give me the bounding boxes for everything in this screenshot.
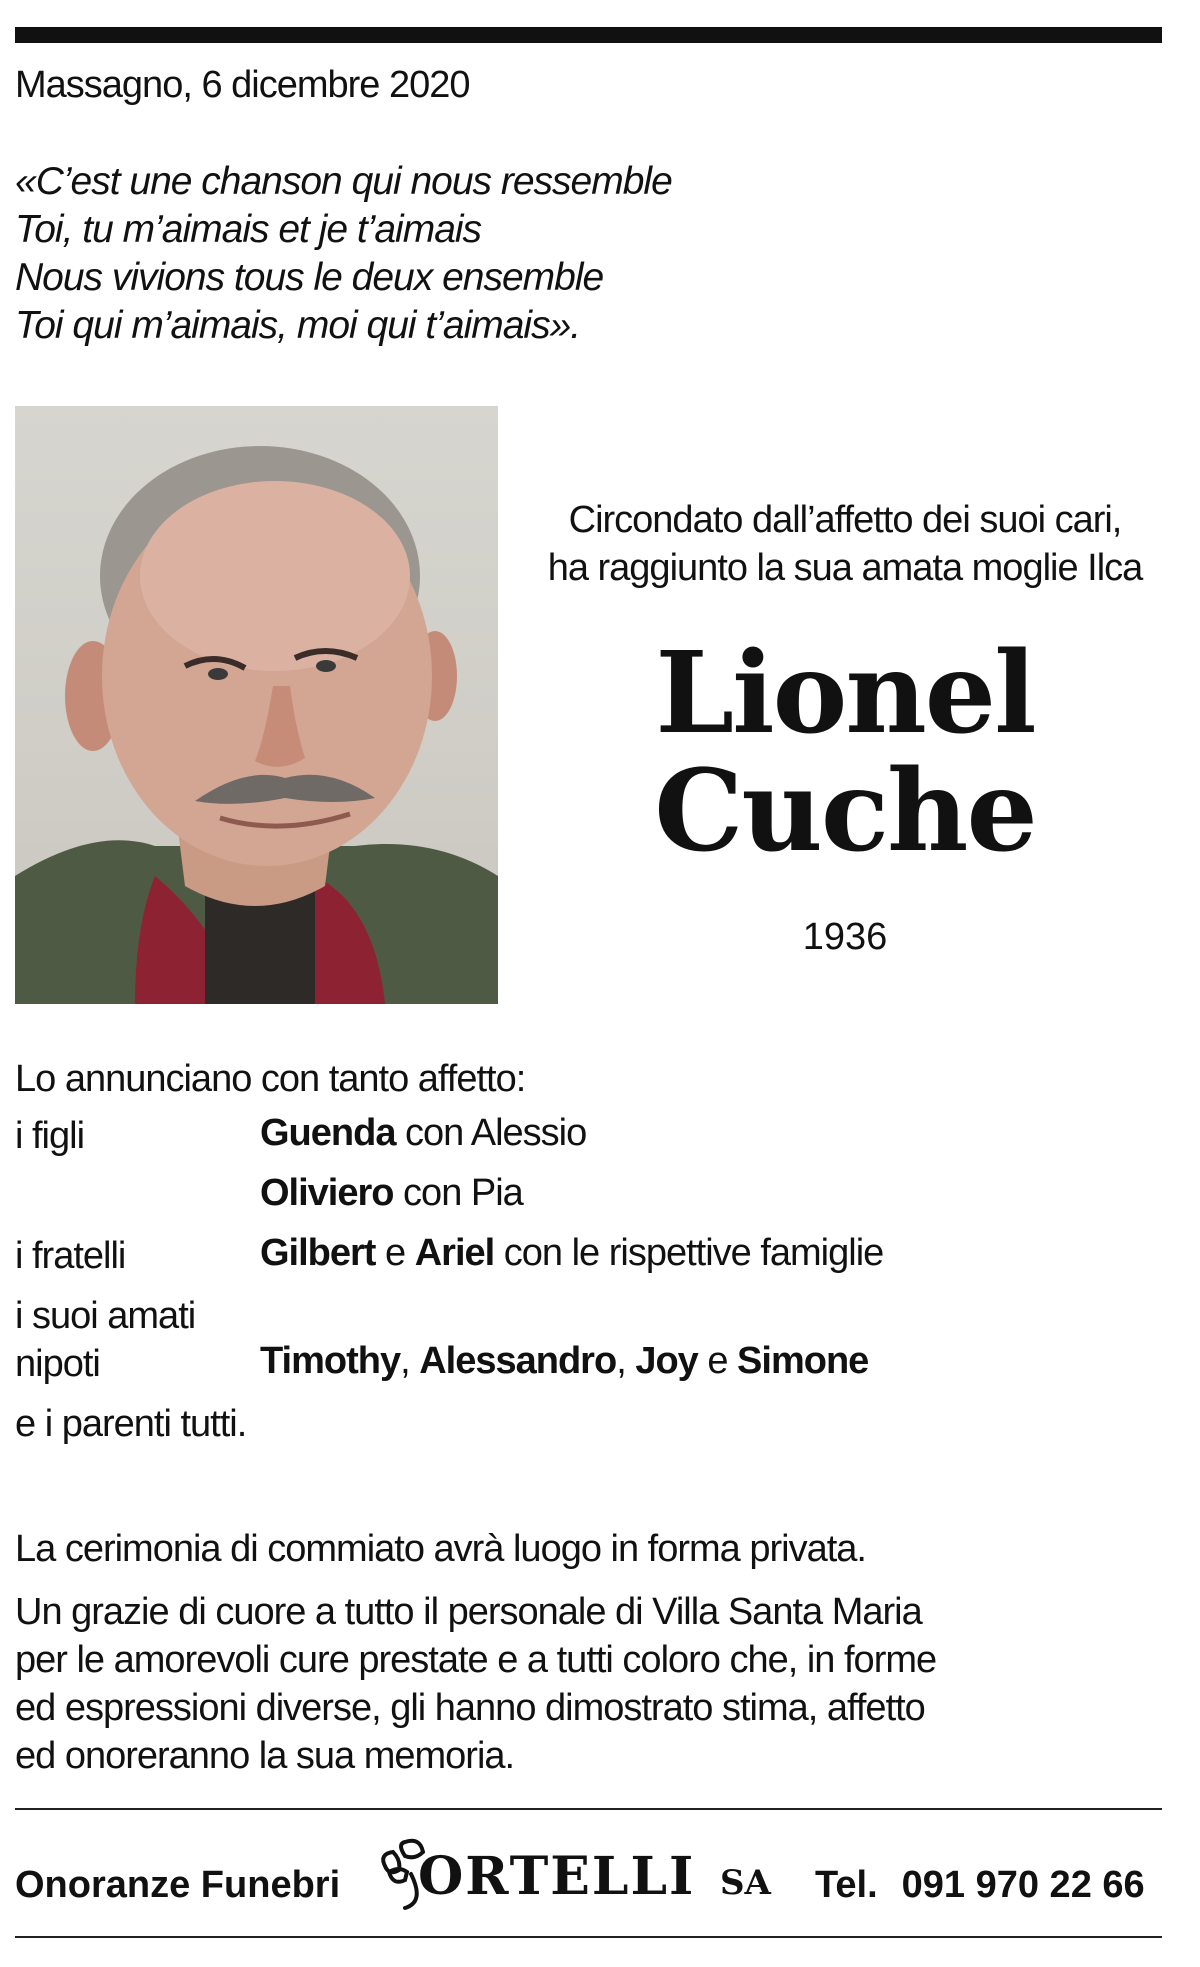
poem-quote <box>15 158 672 350</box>
intro-text <box>520 496 1170 592</box>
thanks-line: per le amorevoli cure prestate e a tutti coloro che, in forme <box>15 1639 937 1681</box>
phone-number: 091 970 22 66 <box>901 1864 1145 1906</box>
family-entry <box>260 1340 868 1383</box>
family-detail: con le rispettive famiglie <box>494 1232 884 1274</box>
relation-label-fratelli: i fratelli <box>15 1235 126 1277</box>
announce-heading: Lo annunciano con tanto affetto: <box>15 1058 526 1100</box>
phone-label: Tel. <box>815 1864 878 1906</box>
footer-top-rule <box>15 1808 1162 1810</box>
family-name: Simone <box>737 1340 869 1382</box>
thanks-line: ed onoreranno la sua memoria. <box>15 1735 515 1777</box>
thanks-paragraph <box>15 1588 936 1780</box>
family-name: Oliviero <box>260 1172 394 1214</box>
phone-line <box>815 1864 1145 1907</box>
intro-line: ha raggiunto la sua amata moglie Ilca <box>547 547 1143 589</box>
family-sep: , <box>400 1340 420 1382</box>
poem-line: Nous vivions tous le deux ensemble <box>15 256 604 299</box>
relation-label-nipoti <box>15 1292 195 1388</box>
portrait-photo <box>15 406 498 1004</box>
logo-wordmark: ORTELLI <box>418 1846 696 1907</box>
family-sep: e <box>697 1340 738 1382</box>
family-name: Ariel <box>414 1232 495 1274</box>
family-sep: , <box>616 1340 636 1382</box>
ceremony-note: La cerimonia di commiato avrà luogo in forma privata. <box>15 1528 866 1570</box>
logo-suffix: SA <box>720 1863 771 1903</box>
relation-label-figli: i figli <box>15 1115 85 1157</box>
thanks-line: Un grazie di cuore a tutto il personale di Villa Santa Maria <box>15 1591 922 1633</box>
birth-year: 1936 <box>802 916 888 958</box>
family-name: Alessandro <box>419 1340 617 1382</box>
family-name: Timothy <box>260 1340 401 1382</box>
relation-label-line: nipoti <box>15 1343 100 1385</box>
last-name: Cuche <box>654 746 1036 877</box>
family-entry <box>260 1112 586 1155</box>
poem-line: Toi qui m’aimais, moi qui t’aimais». <box>15 304 581 347</box>
intro-line: Circondato dall’affetto dei suoi cari, <box>568 499 1122 541</box>
top-rule <box>15 27 1162 43</box>
parenti-line: e i parenti tutti. <box>15 1403 247 1445</box>
family-detail: con Pia <box>393 1172 523 1214</box>
relation-label-line: i suoi amati <box>15 1295 196 1337</box>
family-detail: con Alessio <box>395 1112 587 1154</box>
family-entry <box>260 1232 883 1275</box>
first-name: Lionel <box>655 628 1035 759</box>
family-name: Guenda <box>260 1112 396 1154</box>
deceased-name <box>520 628 1170 877</box>
thanks-line: ed espressioni diverse, gli hanno dimostrato stima, affetto <box>15 1687 925 1729</box>
family-name: Joy <box>635 1340 698 1382</box>
poem-line: «C’est une chanson qui nous ressemble <box>15 160 672 203</box>
funeral-service-label: Onoranze Funebri <box>15 1864 341 1906</box>
family-sep: e <box>375 1232 415 1274</box>
date-line: Massagno, 6 dicembre 2020 <box>15 64 470 106</box>
family-entry <box>260 1172 523 1215</box>
poem-line: Toi, tu m’aimais et je t’aimais <box>15 208 482 251</box>
family-name: Gilbert <box>260 1232 376 1274</box>
footer-bottom-rule <box>15 1936 1162 1938</box>
